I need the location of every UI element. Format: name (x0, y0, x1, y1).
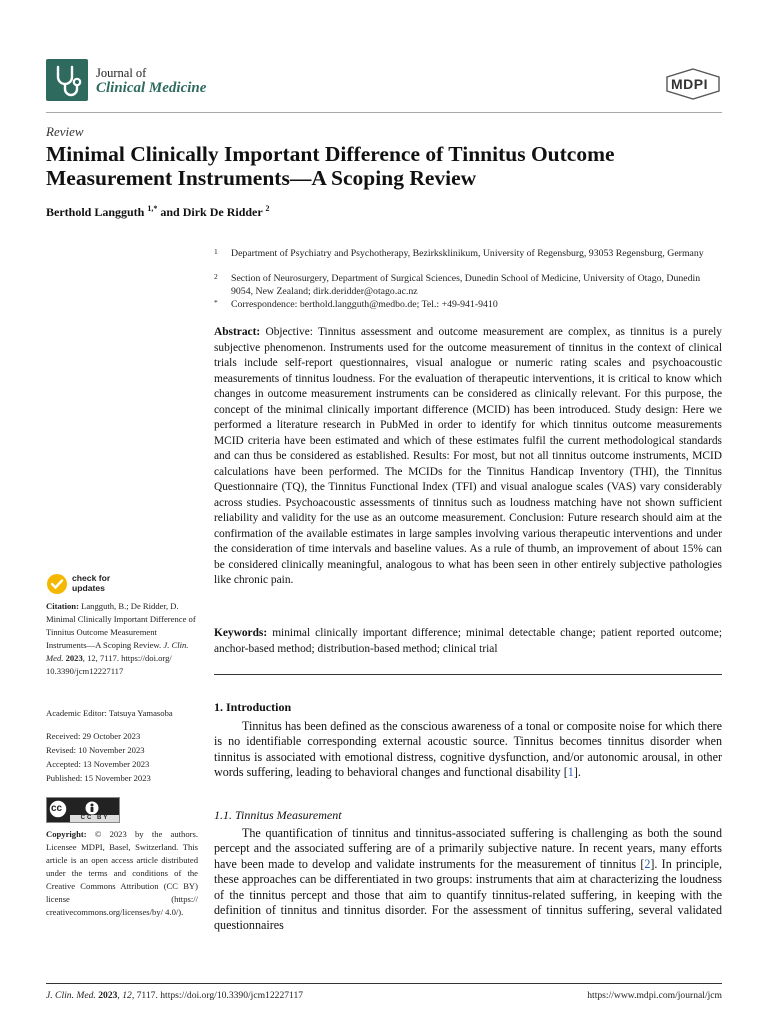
citation-doi[interactable]: , 12, 7117. https://doi.org/ 10.3390/jcm12227117 (46, 653, 172, 676)
citation-block (46, 600, 198, 678)
publisher-logo (664, 68, 722, 100)
footer-doi[interactable]: , 7117. https://doi.org/10.3390/jcm12227117 (131, 990, 304, 1001)
date-accepted: Accepted: 13 November 2023 (46, 759, 150, 769)
citation-year: 2023 (65, 653, 83, 663)
paragraph-text: ]. In principle, these approaches can be differentiated in two groups: instruments that aim at characterizing the loudness of the tinnitus percept and those that aim to quantify tinnitus-related suffering, in keeping with the definition of tinnitus and tinnitus disorder. For the assessment of tinnitus suffering, several validated questionnaires (214, 856, 722, 933)
check-updates-line: updates (72, 583, 105, 593)
affiliation-text: Department of Psychiatry and Psychotherapy, Bezirksklinikum, University of Regensburg, 93053 Regensburg, Germany (231, 248, 704, 259)
journal-of-label: Journal of (96, 66, 147, 80)
date-received: Received: 29 October 2023 (46, 731, 141, 741)
affiliation-mark: 1 (214, 247, 218, 256)
footer-year: 2023 (98, 990, 118, 1001)
footer-journal-url[interactable]: https://www.mdpi.com/journal/jcm (587, 990, 722, 1001)
keywords-label: Keywords: (214, 627, 268, 639)
section-heading: 1. Introduction (214, 700, 292, 714)
author-conjunction: and (160, 205, 180, 219)
footer-journal: J. Clin. Med. (46, 990, 96, 1001)
subsection-heading: 1.1. Tinnitus Measurement (214, 808, 342, 822)
check-for-updates-label[interactable] (72, 573, 110, 593)
keywords (214, 626, 722, 657)
copyright-label: Copyright: (46, 829, 87, 839)
abstract (214, 325, 722, 589)
abstract-rule (214, 674, 722, 675)
article-type: Review (46, 124, 84, 139)
publisher-name: MDPI (671, 76, 708, 92)
header-rule (46, 112, 722, 113)
affiliation (214, 247, 722, 260)
affiliation (214, 272, 722, 298)
keywords-text: minimal clinically important difference; minimal detectable change; patient reported outcome; anchor-based method; distribution-based method; clinical trial (214, 627, 722, 655)
journal-logo (46, 59, 88, 101)
paragraph-text: The quantification of tinnitus and tinnitus-associated suffering is challenging as both the sound percept and the associated suffering are of a primarily subjective nature. In recent years, many efforts have been made to develop and validate instruments for the measurement of tinnitus [ (214, 826, 722, 871)
citation-label: Citation: (46, 601, 79, 611)
affiliation (214, 298, 722, 311)
abstract-label: Abstract: (214, 326, 261, 338)
check-updates-line: check for (72, 573, 111, 583)
paragraph (214, 719, 722, 781)
article-title: Minimal Clinically Important Difference of Tinnitus Outcome Measurement Instruments—A Scoping Review (46, 142, 615, 190)
abstract-text: Objective: Tinnitus assessment and outcome measurement are complex, as tinnitus is a purely subjective phenomenon. Instruments used for the outcome measurement of tinnitus in the context of clinical trials include self-report questionnaires, visual analogue or numeric rating scales and psychoacoustic measurements of tinnitus loudness. For the evaluation of therapeutic interventions, it is critical to know which changes in outcome measurement instruments can be considered as clinically relevant. For this purpose, the concept of the minimal clinically important difference (MCID) has been introduced. Study design: Here we performed a literature research in PubMed in order to identify for which tinnitus outcome measurements MCID criteria have been estimated and which of these estimates fulfil the current methodological standards and can thus be considered as established. Results: For most, but not all tinnitus outcome instruments, MCID calculations have been performed. The MCIDs for the Tinnitus Handicap Inventory (THI), the Tinnitus Questionnaire (TQ), the Tinnitus Functional Index (TFI) and visual analogue scales (VAS) vary considerably across studies. Psychoacoustic assessments of tinnitus such as loudness matching have not shown sufficient reliability and validity for the use as an outcome measurement. Conclusion: Future research should aim at the confirmation of the available estimates in large samples involving various therapeutic interventions and under the consideration of time intervals and baseline values. As a rule of thumb, an improvement of about 15% can be considered clinically meaningful, analogous to what has been seen in other entirely subjective pathologies like chronic pain. (214, 326, 722, 586)
cc-badge-text: CC BY (80, 815, 110, 821)
cc-by-license-badge[interactable] (46, 797, 120, 823)
footer-rule (46, 983, 722, 984)
footer-volume: 12 (122, 990, 132, 1001)
check-for-updates-icon[interactable] (46, 573, 68, 595)
author-affiliation-mark: 1,* (147, 204, 158, 213)
date-revised: Revised: 10 November 2023 (46, 745, 145, 755)
affiliation-mark: * (214, 298, 218, 307)
citation-journal: J. Clin. Med. (46, 640, 189, 663)
affiliation-mark: 2 (214, 272, 218, 281)
citation-text: Langguth, B.; De Ridder, D. Minimal Clinically Important Difference of Tinnitus Outcome Measurement Instruments—A Scoping Review. (46, 601, 196, 650)
journal-name: Clinical Medicine (96, 80, 207, 96)
author-name: Berthold Langguth (46, 205, 145, 219)
date-published: Published: 15 November 2023 (46, 773, 151, 783)
author-affiliation-mark: 2 (265, 204, 270, 213)
cc-symbol: cc (51, 803, 63, 814)
paragraph-text: ]. (573, 765, 581, 780)
citation-link[interactable]: 1 (567, 765, 574, 780)
citation-link[interactable]: 2 (644, 856, 651, 871)
stethoscope-icon (46, 59, 88, 101)
paragraph (214, 826, 722, 934)
paragraph-text: Tinnitus has been defined as the conscious awareness of a tonal or composite noise for which there is no identifiable corresponding external acoustic source. Tinnitus becomes tinnitus disorder when tinnitus is associated with emotional distress, cognitive dysfunction, and/or autonomic arousal, in other words suffering, leading to behavioral changes and functional disability [ (214, 719, 722, 780)
correspondence-text: Correspondence: berthold.langguth@medbo.de; Tel.: +49-941-9410 (231, 299, 498, 310)
affiliation-text: Section of Neurosurgery, Department of Surgical Sciences, Dunedin School of Medicine, University of Otago, Dunedin 9054, New Zealand; dirk.deridder@otago.ac.nz (231, 273, 701, 297)
academic-editor: Academic Editor: Tatsuya Yamasoba (46, 708, 173, 718)
footer-citation: J. Clin. Med. 2023, 12, 7117. https://doi.org/10.3390/jcm12227117 (46, 990, 304, 1001)
copyright-block (46, 828, 198, 919)
author-name: Dirk De Ridder (182, 205, 263, 219)
author-list (46, 204, 270, 220)
copyright-text: © 2023 by the authors. Licensee MDPI, Basel, Switzerland. This article is an open access article distributed under the terms and conditions of the Creative Commons Attribution (CC BY) license (https:// creativecommons.org/licenses/by/ 4.0/). (46, 829, 198, 917)
